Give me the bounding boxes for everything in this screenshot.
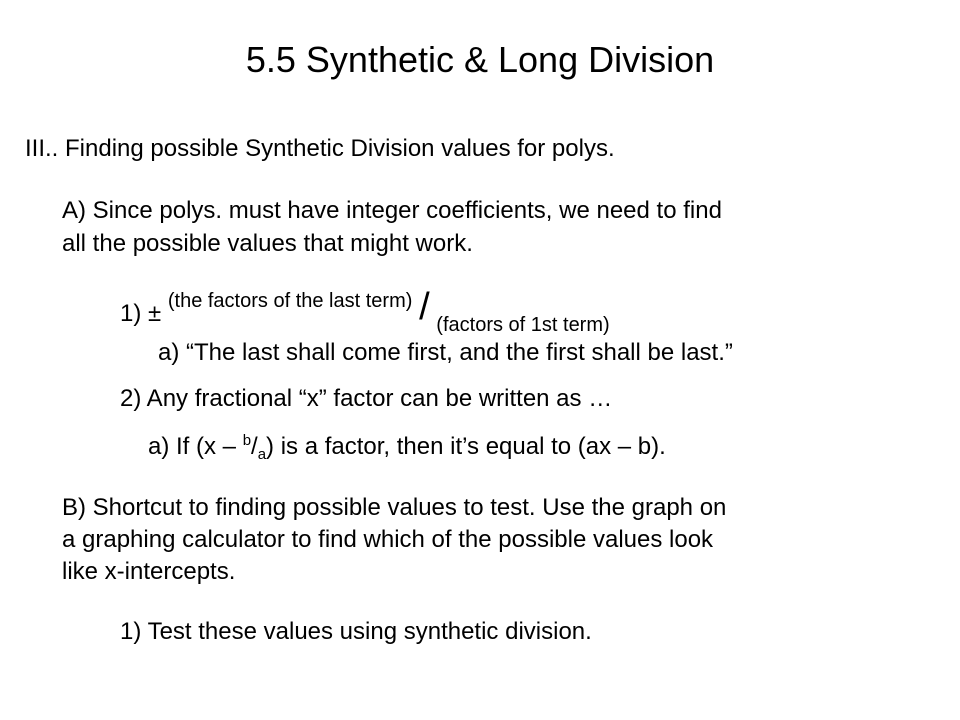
section-heading: III.. Finding possible Synthetic Division values for polys. [25, 135, 615, 162]
fraction-slash: / [251, 433, 258, 460]
point-a-item2-sub-a [148, 432, 666, 465]
slide-title: 5.5 Synthetic & Long Division [245, 39, 715, 80]
item2-sub-a-part1: a) If (x – [148, 433, 243, 460]
point-a-line2: all the possible values that might work. [62, 230, 473, 257]
point-b-item1: 1) Test these values using synthetic division. [120, 618, 592, 645]
item1-numerator: (the factors of the last term) [167, 290, 413, 312]
item1-denominator: (factors of 1st term) [436, 314, 610, 336]
item1-prefix: 1) ± [120, 300, 168, 327]
point-a-item2: 2) Any fractional “x” factor can be written as … [120, 385, 613, 412]
point-a-item1-sub-a: a) “The last shall come first, and the first shall be last.” [158, 339, 733, 366]
point-a-line1: A) Since polys. must have integer coefficients, we need to find [62, 197, 722, 224]
fraction-numerator-b: b [242, 432, 252, 449]
item2-sub-a-part2: ) is a factor, then it’s equal to (ax – b). [266, 433, 666, 460]
point-b-line1: B) Shortcut to finding possible values to test. Use the graph on [62, 494, 727, 521]
item1-slash: / [419, 286, 430, 328]
point-b-line2: a graphing calculator to find which of the possible values look [62, 526, 714, 553]
point-a-item1 [120, 286, 610, 336]
fraction-denominator-a: a [257, 446, 267, 463]
point-b-line3: like x-intercepts. [62, 558, 236, 585]
